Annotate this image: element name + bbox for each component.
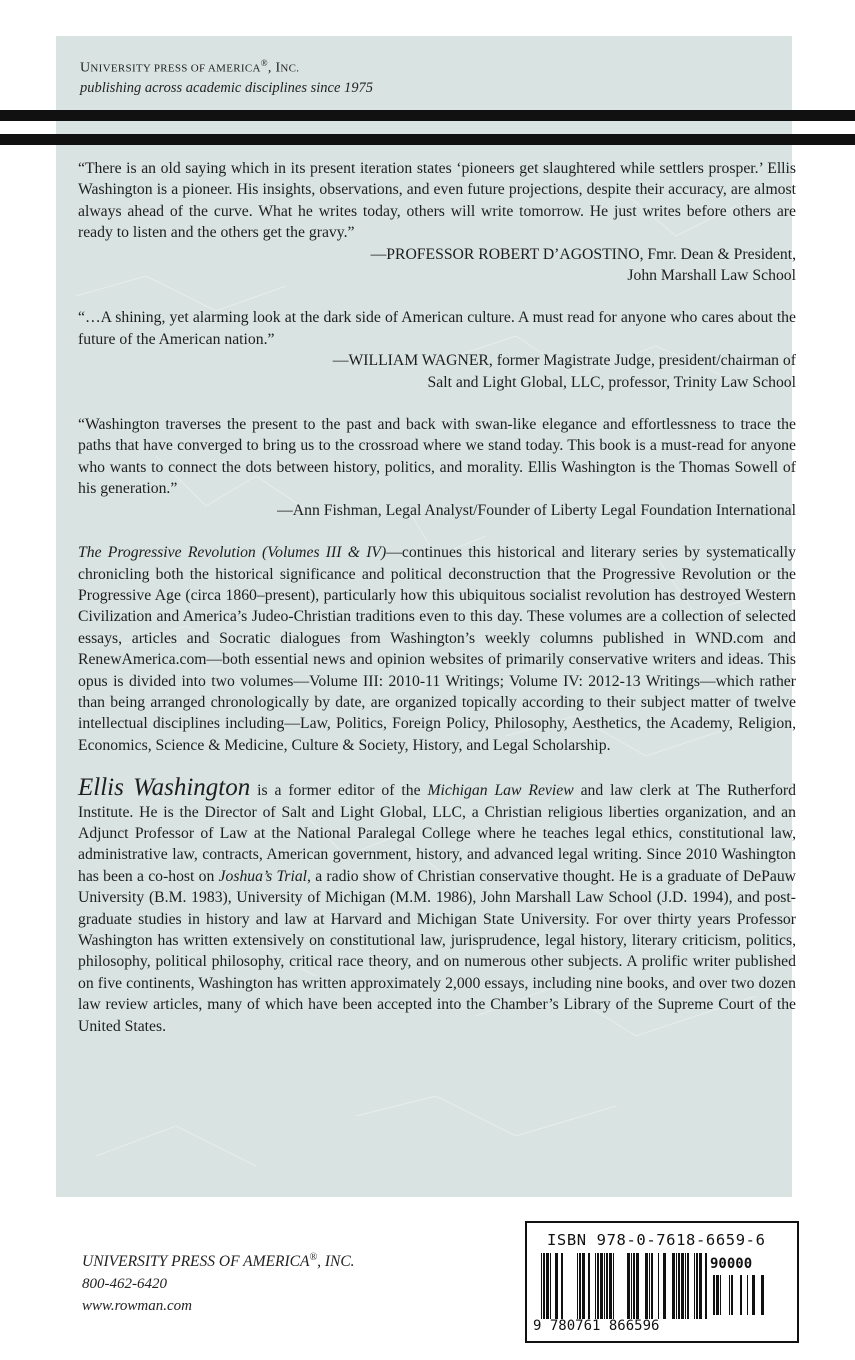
book-title: The Progressive Revolution (Volumes III & IV) — [78, 544, 387, 562]
barcode-bar — [541, 1253, 542, 1319]
barcode-bar — [678, 1253, 680, 1319]
barcode-bar — [636, 1253, 639, 1319]
barcode-bar — [672, 1253, 675, 1319]
barcode-bar — [676, 1253, 677, 1319]
price-barcode-bars — [713, 1275, 783, 1315]
barcode-digits: 9 780761 866596 — [533, 1318, 660, 1334]
barcode-bar — [550, 1253, 551, 1319]
barcode-bar — [681, 1253, 684, 1319]
barcode-bar — [663, 1253, 666, 1319]
imprint-phone: 800-462-6420 — [82, 1276, 167, 1293]
barcode-bar — [604, 1253, 605, 1319]
barcode-bar — [694, 1253, 695, 1319]
barcode-bar — [747, 1275, 748, 1315]
endorsement-quote: “…A shining, yet alarming look at the dark side of American culture. A must read for anyone who cares about the future of the American nation.” — [78, 309, 796, 348]
barcode-bar — [555, 1253, 558, 1319]
barcode-bar — [740, 1275, 742, 1315]
barcode-bar — [631, 1253, 632, 1319]
journal-name: Michigan Law Review — [427, 782, 574, 800]
barcode-bar — [713, 1275, 715, 1315]
barcode-bar — [731, 1275, 733, 1315]
barcode-bar — [649, 1253, 650, 1319]
description-body: —continues this historical and literary series by systematically chronicling both the historical significance and political deconstruction that the Progressive Revolution or the Progressive Age (circa 1860–present), particularly how this ubiquitous socialist revolution has destroyed Western Civilization and America’s Judeo-Christian traditions even to this day. These volumes are a collection of selected essays, articles and Socratic dialogues from Washington’s weekly columns published in WND.com and RenewAmerica.com—both essential news and opinion websites of primarily conservative writers and ideas. This opus is divided into two volumes—Volume III: 2010-11 Writings; Volume IV: 2012-13 Writings—which rather than being arranged chronologically by date, are organized topically according to their subject matter of twelve intellectual disciplines including—Law, Politics, Foreign Policy, Philosophy, Aesthetics, the Academy, Religion, Economics, Science & Medicine, Culture & Society, History, and Legal Scholarship. — [78, 544, 796, 754]
publisher-tagline: publishing across academic disciplines since 1975 — [80, 79, 374, 96]
barcode-bar — [600, 1253, 603, 1319]
barcode-bar — [627, 1253, 630, 1319]
barcode-bar — [720, 1275, 721, 1315]
barcode-bar — [597, 1253, 599, 1319]
publisher-imprint — [82, 1247, 355, 1317]
barcode-bar — [609, 1253, 612, 1319]
barcode-bar — [687, 1253, 689, 1319]
barcode-bar — [651, 1253, 653, 1319]
barcode-bar — [696, 1253, 698, 1319]
barcode-bar — [633, 1253, 635, 1319]
isbn-number: ISBN 978-0-7618-6659-6 — [547, 1231, 766, 1249]
author-bio: Ellis Washington is a former editor of the Michigan Law Review and law clerk at The Rutherford Institute. He is the Director of Salt and Light Global, LLC, a Christian religious liberties organization, and an Adjunct Professor of Law at the National Paralegal College where he teaches legal ethics, constitutional law, administrative law, contracts, American government, history, and advanced legal writing. Since 2010 Washington has been a co-host on Joshua’s Trial, a radio show of Christian conservative thought. He is a graduate of DePauw University (B.M. 1983), University of Michigan (M.M. 1986), John Marshall Law School (J.D. 1994), and post-graduate studies in history and law at Harvard and Michigan State University. For over thirty years Professor Washington has written extensively on constitutional law, jurisprudence, legal history, literary criticism, politics, philosophy, political philosophy, critical race theory, and on numerous other subjects. A prolific writer published on five continents, Washington has written approximately 2,000 essays, including nine books, and over two dozen law review articles, many of which have been accepted into the Chamber’s Library of the Supreme Court of the United States. — [78, 774, 796, 1035]
endorsement-1 — [78, 158, 796, 286]
publisher-header — [80, 54, 373, 98]
endorsement-attribution: Salt and Light Global, LLC, professor, Trinity Law School — [427, 373, 796, 391]
author-name: Ellis Washington — [78, 774, 251, 802]
barcode-bar — [577, 1253, 578, 1319]
barcode-bar — [546, 1253, 549, 1319]
book-description — [78, 542, 796, 756]
barcode-bar — [761, 1275, 764, 1315]
endorsement-quote: “Washington traverses the present to the past and back with swan-like elegance and effortlessness to trace the paths that have converged to bring us to the crossroad where we stand today. This book is a must-read for anyone who wants to connect the dots between history, politics, and morality. Ellis Washington is the Thomas Sowell of his generation.” — [78, 416, 796, 498]
barcode-bars — [537, 1253, 713, 1319]
endorsement-3 — [78, 414, 796, 521]
barcode-bar — [645, 1253, 648, 1319]
imprint-name: UNIVERSITY PRESS OF AMERICA®, INC. — [82, 1252, 355, 1271]
barcode-bar — [595, 1253, 596, 1319]
endorsement-attribution: —Ann Fishman, Legal Analyst/Founder of Liberty Legal Foundation International — [277, 501, 796, 519]
endorsement-attribution: —PROFESSOR ROBERT D’AGOSTINO, Fmr. Dean & President, — [370, 245, 796, 263]
barcode-bar — [582, 1253, 585, 1319]
barcode-bar — [588, 1253, 590, 1319]
top-rule-upper — [0, 110, 855, 121]
imprint-website: www.rowman.com — [82, 1298, 193, 1315]
barcode-bar — [561, 1253, 563, 1319]
barcode-bar — [606, 1253, 608, 1319]
barcode-bar — [705, 1253, 707, 1319]
barcode-bar — [658, 1253, 659, 1319]
barcode-bar — [613, 1253, 614, 1319]
endorsement-attribution: John Marshall Law School — [627, 267, 796, 285]
endorsement-attribution: —WILLIAM WAGNER, former Magistrate Judge, president/chairman of — [332, 352, 796, 370]
barcode-bar — [716, 1275, 719, 1315]
barcode-bar — [752, 1275, 755, 1315]
endorsement-2 — [78, 307, 796, 393]
barcode-bar — [699, 1253, 702, 1319]
publisher-name: UNIVERSITY PRESS OF AMERICA®, INC. — [80, 58, 300, 76]
barcode-bar — [543, 1253, 545, 1319]
radio-show-name: Joshua’s Trial — [218, 867, 308, 885]
top-rule-lower — [0, 134, 855, 145]
cover-copy — [78, 158, 796, 1037]
barcode-bar — [579, 1253, 581, 1319]
isbn-barcode — [525, 1221, 799, 1343]
price-code: 90000 — [710, 1256, 753, 1272]
endorsement-quote: “There is an old saying which in its present iteration states ‘pioneers get slaughtered while settlers prosper.’ Ellis Washington is a pioneer. His insights, observations, and even future projections, despite their accuracy, are almost always ahead of the curve. What he writes today, others will write tomorrow. He just writes before others are ready to listen and the others get the gravy.” — [78, 160, 796, 242]
barcode-bar — [685, 1253, 686, 1319]
barcode-bar — [729, 1275, 730, 1315]
